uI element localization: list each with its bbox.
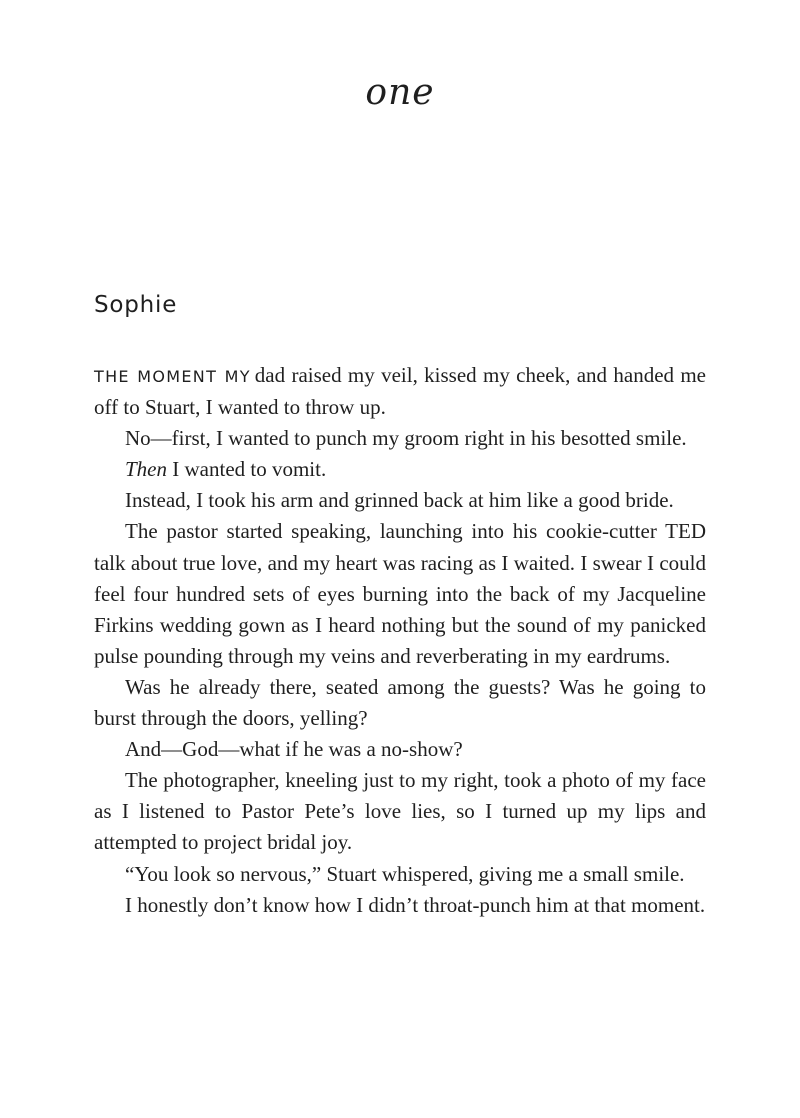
paragraph-text: dad raised my veil, kissed my cheek, and handed me off to Stuart, I wanted to throw up.	[94, 363, 707, 420]
paragraph-text: The pastor started speaking, launching into his cookie-cutter TED talk about true love, and my heart was racing as I waited. I swear I could feel four hundred sets of eyes burning into the back of my Jacqueline Firkins wedding gown as I heard nothing but the sound of my panicked pulse pounding through my veins and reverberating in my eardrums.	[94, 519, 706, 668]
paragraph-3	[94, 454, 706, 485]
italic-emphasis: Then	[125, 457, 167, 482]
pov-character-heading: Sophie	[94, 292, 178, 318]
paragraph-5	[94, 516, 706, 671]
paragraph-10	[94, 890, 706, 921]
paragraph-1	[94, 360, 706, 423]
paragraph-text: Instead, I took his arm and grinned back at him like a good bride.	[125, 488, 674, 513]
chapter-body	[94, 360, 706, 921]
paragraph-2	[94, 423, 706, 454]
chapter-number: one	[365, 72, 435, 113]
paragraph-text: Was he already there, seated among the guests? Was he going to burst through the doors, yelling?	[94, 674, 706, 731]
paragraph-text: No—first, I wanted to punch my groom right in his besotted smile.	[125, 426, 687, 451]
paragraph-7	[94, 734, 706, 765]
paragraph-4	[94, 485, 706, 516]
paragraph-text: The photographer, kneeling just to my right, took a photo of my face as I listened to Pastor Pete’s love lies, so I turned up my lips and attempted to project bridal joy.	[94, 768, 706, 855]
paragraph-6	[94, 672, 706, 734]
lead-in-smallcaps: THE MOMENT MY	[94, 367, 251, 386]
paragraph-text: I wanted to vomit.	[172, 457, 327, 482]
paragraph-text: “You look so nervous,” Stuart whispered, giving me a small smile.	[125, 861, 685, 886]
paragraph-text: And—God—what if he was a no-show?	[125, 737, 463, 762]
paragraph-8	[94, 765, 706, 858]
paragraph-9	[94, 859, 706, 890]
paragraph-text: I honestly don’t know how I didn’t throat-punch him at that moment.	[125, 892, 706, 917]
